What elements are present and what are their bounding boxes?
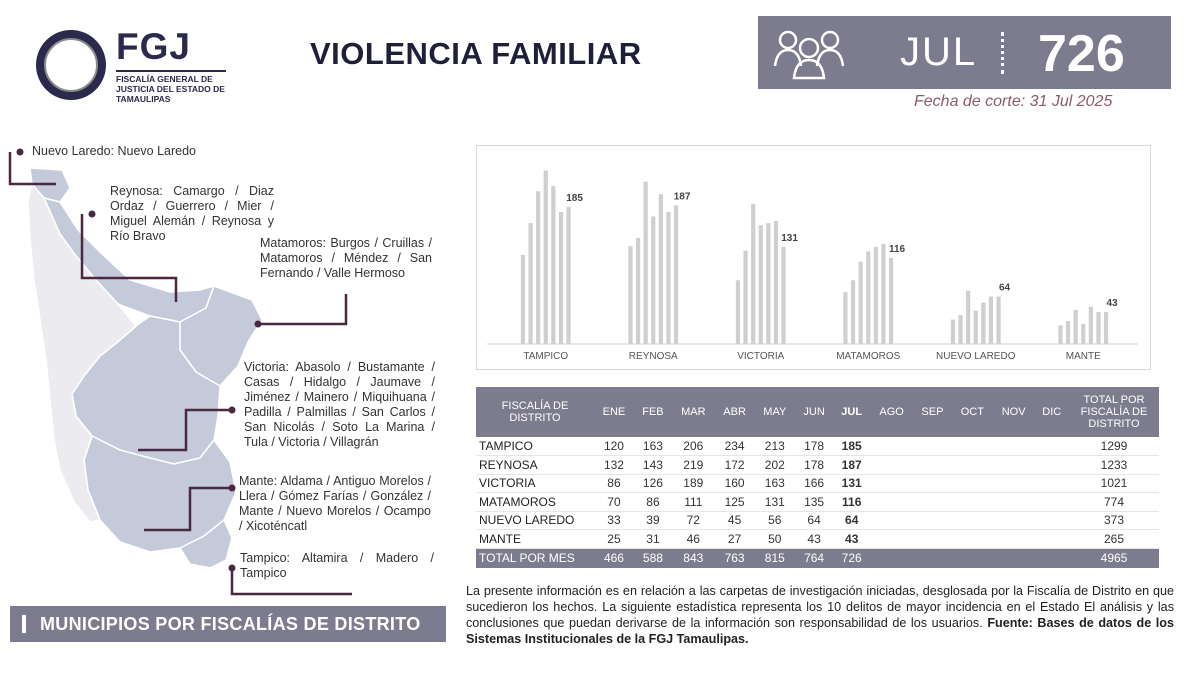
row-value: 43 bbox=[795, 530, 833, 549]
bar-mante-jul bbox=[1104, 312, 1108, 344]
bar-matamoros-jul bbox=[889, 258, 893, 344]
region-mante: Mante: Aldama / Antiguo Morelos / Llera / Gómez Farías / González / Mante / Nuevo Morelos / Ocampo / Xicoténcatl bbox=[239, 474, 431, 533]
row-value bbox=[870, 437, 913, 456]
header-total: TOTAL POR FISCALÍA DE DISTRITO bbox=[1069, 387, 1159, 437]
region-footer-label: MUNICIPIOS POR FISCALÍAS DE DISTRITO bbox=[40, 613, 421, 634]
bar-mante-may bbox=[1089, 307, 1093, 344]
row-value: 178 bbox=[795, 456, 833, 475]
row-value bbox=[870, 474, 913, 493]
table-total-row bbox=[476, 548, 1159, 568]
row-total: 4965 bbox=[1069, 548, 1159, 568]
kpi-separator bbox=[1001, 32, 1004, 74]
region-nuevo-laredo: Nuevo Laredo: Nuevo Laredo bbox=[32, 144, 197, 158]
bar-reynosa-jun bbox=[666, 212, 670, 344]
bar-victoria-ene bbox=[736, 280, 740, 344]
row-value: 202 bbox=[755, 456, 796, 475]
row-value bbox=[913, 493, 952, 512]
bar-reynosa-may bbox=[659, 194, 663, 344]
header-month-may: MAY bbox=[755, 387, 796, 437]
row-value: 131 bbox=[755, 493, 796, 512]
bar-nuevo-laredo-mar bbox=[966, 291, 970, 344]
row-value bbox=[993, 530, 1035, 549]
row-total: 1299 bbox=[1069, 437, 1159, 456]
row-name: MANTE bbox=[476, 530, 594, 549]
row-value bbox=[1034, 530, 1069, 549]
row-value: 33 bbox=[594, 511, 634, 530]
bar-victoria-mar bbox=[751, 204, 755, 344]
row-value: 45 bbox=[715, 511, 755, 530]
row-value bbox=[993, 493, 1035, 512]
region-matamoros: Matamoros: Burgos / Cruillas / Matamoros / Méndez / San Fernando / Valle Hermoso bbox=[260, 236, 432, 280]
category-label-mante: MANTE bbox=[1065, 351, 1101, 362]
row-value: 178 bbox=[795, 437, 833, 456]
logo-title: FGJ bbox=[116, 26, 191, 67]
bar-matamoros-mar bbox=[859, 262, 863, 344]
header-month-feb: FEB bbox=[634, 387, 672, 437]
row-value: 189 bbox=[672, 474, 715, 493]
bar-victoria-jun bbox=[774, 221, 778, 344]
table-row bbox=[476, 493, 1159, 512]
data-label-mante: 43 bbox=[1106, 298, 1118, 310]
kpi-total: 726 bbox=[1038, 25, 1125, 83]
bar-victoria-jul bbox=[781, 247, 785, 344]
category-label-nuevo-laredo: NUEVO LAREDO bbox=[936, 351, 1016, 362]
bar-reynosa-feb bbox=[636, 238, 640, 344]
header-month-ago: AGO bbox=[870, 387, 913, 437]
row-value bbox=[913, 474, 952, 493]
row-name: NUEVO LAREDO bbox=[476, 511, 594, 530]
row-value: 143 bbox=[634, 456, 672, 475]
bar-chart bbox=[476, 145, 1151, 370]
bar-victoria-may bbox=[766, 223, 770, 344]
bar-reynosa-jul bbox=[674, 205, 678, 344]
bar-tampico-ene bbox=[521, 255, 525, 344]
row-name: VICTORIA bbox=[476, 474, 594, 493]
people-icon bbox=[772, 26, 846, 80]
bar-tampico-jul bbox=[566, 207, 570, 344]
row-value: 187 bbox=[833, 456, 870, 475]
row-value: 56 bbox=[755, 511, 796, 530]
bar-mante-jun bbox=[1096, 312, 1100, 344]
bar-chart-svg bbox=[477, 146, 1152, 371]
row-value: 31 bbox=[634, 530, 672, 549]
row-total: 1021 bbox=[1069, 474, 1159, 493]
disclaimer-note bbox=[466, 583, 1174, 647]
row-value bbox=[993, 437, 1035, 456]
district-table bbox=[476, 387, 1159, 568]
note-text: La presente información es en relación a las carpetas de investigación iniciadas, desglosada por la Fiscalía de Distrito en que sucedieron los hechos. La siguiente estadística representa los 10 delitos de mayor incidencia en el Estado El análisis y las conclusiones que puedan derivarse de la información son responsabilidad de los usuarios. bbox=[466, 584, 1174, 630]
bar-tampico-mar bbox=[536, 191, 540, 344]
row-value: 64 bbox=[795, 511, 833, 530]
bar-mante-mar bbox=[1074, 310, 1078, 344]
row-value: 27 bbox=[715, 530, 755, 549]
region-tampico: Tampico: Altamira / Madero / Tampico bbox=[240, 551, 434, 580]
row-value: 166 bbox=[795, 474, 833, 493]
row-value: 219 bbox=[672, 456, 715, 475]
data-label-victoria: 131 bbox=[781, 232, 798, 244]
row-value bbox=[952, 530, 993, 549]
bar-matamoros-abr bbox=[866, 251, 870, 344]
row-value: 815 bbox=[755, 548, 796, 568]
row-value bbox=[870, 493, 913, 512]
bar-nuevo-laredo-jun bbox=[989, 297, 993, 344]
row-value: 763 bbox=[715, 548, 755, 568]
row-total: 774 bbox=[1069, 493, 1159, 512]
row-value bbox=[993, 474, 1035, 493]
row-value bbox=[993, 511, 1035, 530]
row-value bbox=[913, 437, 952, 456]
row-value: 126 bbox=[634, 474, 672, 493]
bar-nuevo-laredo-ene bbox=[951, 320, 955, 344]
bar-tampico-feb bbox=[528, 223, 532, 344]
row-value: 163 bbox=[755, 474, 796, 493]
row-value: 213 bbox=[755, 437, 796, 456]
bar-reynosa-abr bbox=[651, 216, 655, 344]
header-month-ene: ENE bbox=[594, 387, 634, 437]
row-value bbox=[993, 456, 1035, 475]
cutoff-date: Fecha de corte: 31 Jul 2025 bbox=[914, 93, 1113, 110]
header-month-jul: JUL bbox=[833, 387, 870, 437]
table-row bbox=[476, 437, 1159, 456]
bar-tampico-may bbox=[551, 186, 555, 344]
bar-mante-abr bbox=[1081, 324, 1085, 344]
row-value: 46 bbox=[672, 530, 715, 549]
header-month-jun: JUN bbox=[795, 387, 833, 437]
header-district: FISCALÍA DE DISTRITO bbox=[476, 387, 594, 437]
row-value bbox=[952, 437, 993, 456]
bar-tampico-abr bbox=[544, 170, 548, 344]
row-value: 163 bbox=[634, 437, 672, 456]
category-label-matamoros: MATAMOROS bbox=[836, 351, 901, 362]
kpi-box bbox=[758, 16, 1171, 89]
row-value: 120 bbox=[594, 437, 634, 456]
row-value: 764 bbox=[795, 548, 833, 568]
header-month-dic: DIC bbox=[1034, 387, 1069, 437]
row-value bbox=[993, 548, 1035, 568]
bar-matamoros-may bbox=[874, 247, 878, 344]
row-name: TAMPICO bbox=[476, 437, 594, 456]
row-value: 160 bbox=[715, 474, 755, 493]
row-value: 125 bbox=[715, 493, 755, 512]
row-value: 185 bbox=[833, 437, 870, 456]
row-value: 70 bbox=[594, 493, 634, 512]
row-value bbox=[870, 548, 913, 568]
row-value: 588 bbox=[634, 548, 672, 568]
category-label-tampico: TAMPICO bbox=[523, 351, 569, 362]
row-value: 131 bbox=[833, 474, 870, 493]
bar-matamoros-ene bbox=[843, 292, 847, 344]
row-total: 373 bbox=[1069, 511, 1159, 530]
row-value: 843 bbox=[672, 548, 715, 568]
fgj-logo bbox=[36, 26, 226, 102]
bar-nuevo-laredo-may bbox=[981, 302, 985, 344]
bar-nuevo-laredo-jul bbox=[996, 297, 1000, 344]
table-row bbox=[476, 456, 1159, 475]
row-value bbox=[952, 548, 993, 568]
row-value: 206 bbox=[672, 437, 715, 456]
row-value bbox=[1034, 548, 1069, 568]
data-label-tampico: 185 bbox=[566, 192, 583, 204]
row-value bbox=[1034, 493, 1069, 512]
row-value: 466 bbox=[594, 548, 634, 568]
bar-victoria-feb bbox=[743, 251, 747, 344]
table-row bbox=[476, 530, 1159, 549]
header-month-abr: ABR bbox=[715, 387, 755, 437]
row-value bbox=[870, 530, 913, 549]
page-title: VIOLENCIA FAMILIAR bbox=[310, 36, 642, 71]
footer-bar-icon bbox=[22, 615, 26, 633]
bar-tampico-jun bbox=[559, 212, 563, 344]
row-value: 50 bbox=[755, 530, 796, 549]
row-value: 86 bbox=[594, 474, 634, 493]
bar-nuevo-laredo-abr bbox=[974, 311, 978, 344]
region-reynosa: Reynosa: Camargo / Diaz Ordaz / Guerrero / Mier / Miguel Alemán / Reynosa y Río Bravo bbox=[110, 184, 274, 243]
seal-icon bbox=[36, 30, 106, 100]
row-value: 25 bbox=[594, 530, 634, 549]
region-footer bbox=[10, 606, 446, 642]
data-label-nuevo-laredo: 64 bbox=[998, 282, 1011, 294]
row-value: 116 bbox=[833, 493, 870, 512]
kpi-month: JUL bbox=[900, 30, 978, 74]
row-value bbox=[1034, 456, 1069, 475]
row-name: REYNOSA bbox=[476, 456, 594, 475]
category-label-reynosa: REYNOSA bbox=[628, 351, 678, 362]
row-value bbox=[913, 456, 952, 475]
row-value: 111 bbox=[672, 493, 715, 512]
bar-victoria-abr bbox=[759, 225, 763, 344]
data-label-reynosa: 187 bbox=[673, 191, 691, 203]
row-value bbox=[1034, 437, 1069, 456]
header-month-sep: SEP bbox=[913, 387, 952, 437]
data-label-matamoros: 116 bbox=[888, 243, 906, 255]
row-value: 135 bbox=[795, 493, 833, 512]
row-value: 172 bbox=[715, 456, 755, 475]
logo-subtitle: FISCALÍA GENERAL DE JUSTICIA DEL ESTADO DE TAMAULIPAS bbox=[116, 70, 226, 104]
row-value bbox=[913, 530, 952, 549]
row-value bbox=[913, 511, 952, 530]
row-value bbox=[952, 456, 993, 475]
row-value: 39 bbox=[634, 511, 672, 530]
category-label-victoria: VICTORIA bbox=[737, 351, 785, 362]
row-total: 265 bbox=[1069, 530, 1159, 549]
header-month-oct: OCT bbox=[952, 387, 993, 437]
row-value: 64 bbox=[833, 511, 870, 530]
row-value: 234 bbox=[715, 437, 755, 456]
table-row bbox=[476, 511, 1159, 530]
region-victoria: Victoria: Abasolo / Bustamante / Casas / Hidalgo / Jaumave / Jiménez / Mainero / Miquihuana / Padilla / Palmillas / San Carlos / San Nicolás / Soto La Marina / Tula / Victoria / Villagrán bbox=[244, 360, 435, 449]
header-month-nov: NOV bbox=[993, 387, 1035, 437]
row-value bbox=[1034, 474, 1069, 493]
row-total: 1233 bbox=[1069, 456, 1159, 475]
table-body bbox=[476, 437, 1159, 568]
bar-reynosa-ene bbox=[628, 246, 632, 344]
row-value bbox=[952, 511, 993, 530]
header-month-mar: MAR bbox=[672, 387, 715, 437]
row-value bbox=[952, 493, 993, 512]
note-source: Fuente: Bases de datos de los Sistemas Institucionales de la FGJ Tamaulipas. bbox=[466, 616, 1175, 646]
row-value bbox=[870, 456, 913, 475]
row-value: 72 bbox=[672, 511, 715, 530]
bar-nuevo-laredo-feb bbox=[958, 315, 962, 344]
table-row bbox=[476, 474, 1159, 493]
row-name: MATAMOROS bbox=[476, 493, 594, 512]
row-value bbox=[913, 548, 952, 568]
bar-matamoros-feb bbox=[851, 280, 855, 344]
bar-reynosa-mar bbox=[644, 182, 648, 344]
row-value: 726 bbox=[833, 548, 870, 568]
row-value: 132 bbox=[594, 456, 634, 475]
table-header-row bbox=[476, 387, 1159, 437]
row-value bbox=[870, 511, 913, 530]
bar-matamoros-jun bbox=[881, 244, 885, 344]
row-value bbox=[1034, 511, 1069, 530]
row-value bbox=[952, 474, 993, 493]
bar-mante-feb bbox=[1066, 321, 1070, 344]
row-value: 86 bbox=[634, 493, 672, 512]
row-name: TOTAL POR MES bbox=[476, 548, 594, 568]
bar-mante-ene bbox=[1058, 325, 1062, 344]
row-value: 43 bbox=[833, 530, 870, 549]
